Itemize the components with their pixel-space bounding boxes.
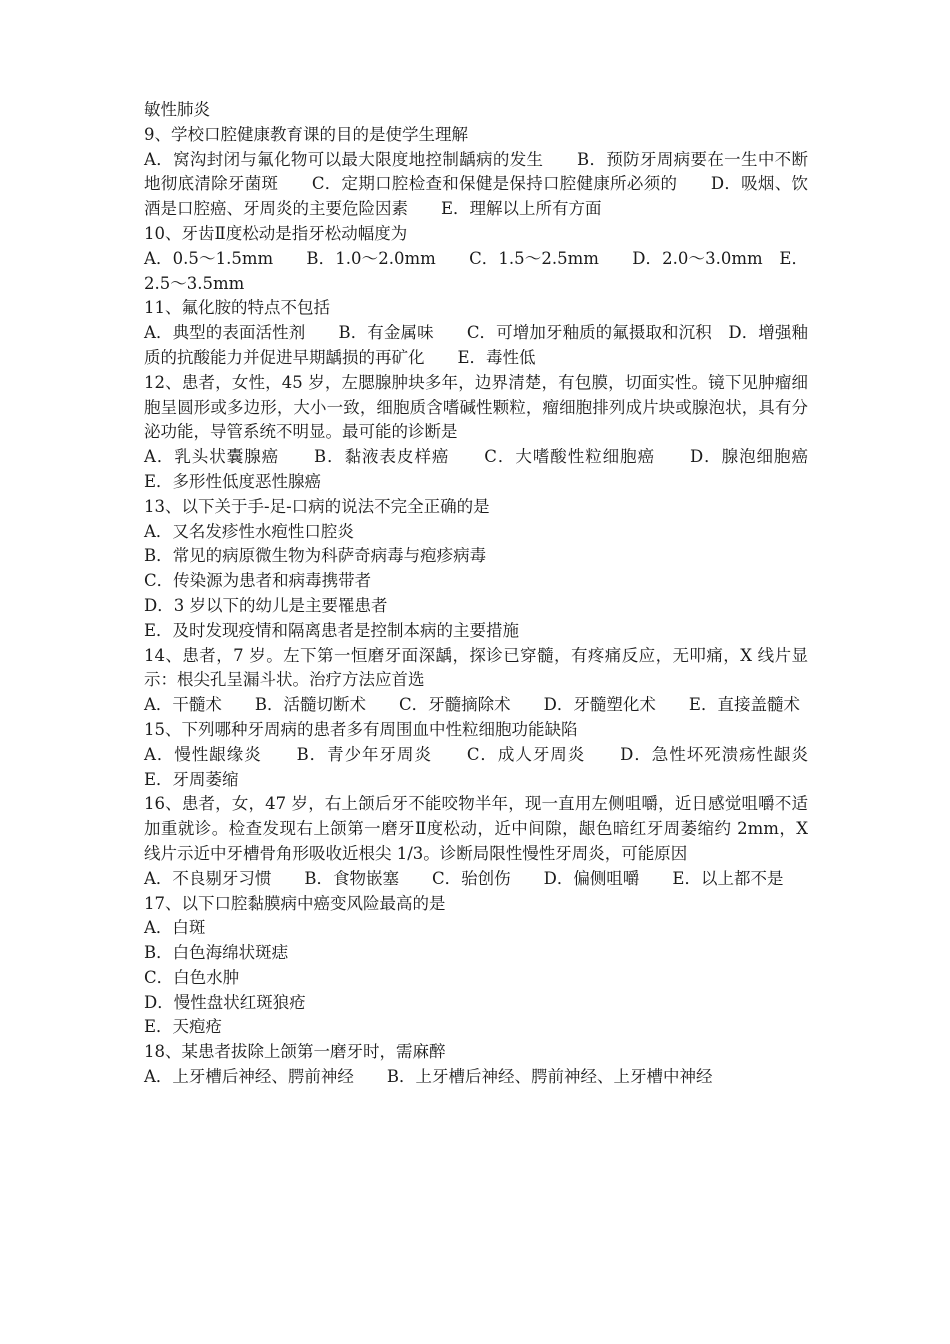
question-17-option-c: C．白色水肿 (144, 967, 240, 987)
question-14: 14、患者，7 岁。左下第一恒磨牙面深龋，探诊已穿髓，有疼痛反应，无叩痛，X 线片显示：根尖孔呈漏斗状。治疗方法应首选 (144, 645, 808, 690)
question-13-option-b: B．常见的病原微生物为科萨奇病毒与疱疹病毒 (144, 546, 487, 566)
question-17-option-d: D．慢性盘状红斑狼疮 (144, 992, 306, 1012)
question-16: 16、患者，女，47 岁，右上颌后牙不能咬物半年，现一直用左侧咀嚼，近日感觉咀嚼不适加重就诊。检查发现右上颌第一磨牙Ⅱ度松动，近中间隙，龈色暗红牙周萎缩约 2mm，X 线片示近中牙槽骨角形吸收近根尖 1/3。诊断局限性慢性牙周炎，可能原因 (144, 794, 814, 863)
question-11-options: A．典型的表面活性剂 B．有金属味 C．可增加牙釉质的氟摄取和沉积 D．增强釉质的抗酸能力并促进早期龋损的再矿化 E．毒性低 (144, 323, 808, 367)
question-12: 12、患者，女性，45 岁，左腮腺肿块多年，边界清楚，有包膜，切面实性。镜下见肿瘤细胞呈圆形或多边形，大小一致，细胞质含嗜碱性颗粒，瘤细胞排列成片块或腺泡状，具有分泌功能，导管系统不明显。最可能的诊断是 (144, 372, 808, 442)
question-12-options: A．乳头状囊腺癌 B．黏液表皮样癌 C．大嗜酸性粒细胞癌 D．腺泡细胞癌 E．多形性低度恶性腺癌 (144, 447, 841, 491)
question-18: 18、某患者拔除上颌第一磨牙时，需麻醉 (144, 1042, 446, 1062)
question-13-option-a: A．又名发疹性水疱性口腔炎 (144, 521, 354, 541)
question-15-options: A．慢性龈缘炎 B．青少年牙周炎 C．成人牙周炎 D．急性坏死溃疡性龈炎 E．牙周萎缩 (144, 744, 841, 789)
question-10-options: A．0.5～1.5mm B．1.0～2.0mm C．1.5～2.5mm D．2.0～3.0mm E．2.5～3.5mm (144, 248, 808, 293)
question-16-options: A．不良剔牙习惯 B．食物嵌塞 C．骀创伤 D．偏侧咀嚼 E．以上都不是 (144, 868, 784, 888)
question-9: 9、学校口腔健康教育课的目的是使学生理解 (144, 124, 468, 144)
question-17-option-b: B．白色海绵状斑痣 (144, 943, 289, 963)
question-17: 17、以下口腔黏膜病中癌变风险最高的是 (144, 893, 446, 913)
question-13-option-c: C．传染源为患者和病毒携带者 (144, 571, 372, 591)
document-body (144, 98, 841, 1090)
question-17-option-e: E．天疱疮 (144, 1017, 223, 1037)
question-9-options: A．窝沟封闭与氟化物可以最大限度地控制龋病的发生 B．预防牙周病要在一生中不断地彻底清除牙菌斑 C．定期口腔检查和保健是保持口腔健康所必须的 D．吸烟、饮酒是口腔癌、牙周炎的主要危险因素 E．理解以上所有方面 (144, 149, 808, 219)
text-line: 敏性肺炎 (144, 100, 210, 119)
question-15: 15、下列哪种牙周病的患者多有周围血中性粒细胞功能缺陷 (144, 719, 578, 739)
question-13-option-d: D．3 岁以下的幼儿是主要罹患者 (144, 595, 388, 615)
question-14-options: A．干髓术 B．活髓切断术 C．牙髓摘除术 D．牙髓塑化术 E．直接盖髓术 (144, 695, 800, 715)
question-13-option-e: E．及时发现疫情和隔离患者是控制本病的主要措施 (144, 620, 520, 640)
question-13: 13、以下关于手-足-口病的说法不完全正确的是 (144, 496, 490, 516)
question-10: 10、牙齿Ⅱ度松动是指牙松动幅度为 (144, 223, 408, 243)
question-17-option-a: A．白斑 (144, 918, 206, 938)
question-18-options: A．上牙槽后神经、腭前神经 B．上牙槽后神经、腭前神经、上牙槽中神经 (144, 1067, 713, 1087)
question-11: 11、氟化胺的特点不包括 (144, 298, 330, 318)
